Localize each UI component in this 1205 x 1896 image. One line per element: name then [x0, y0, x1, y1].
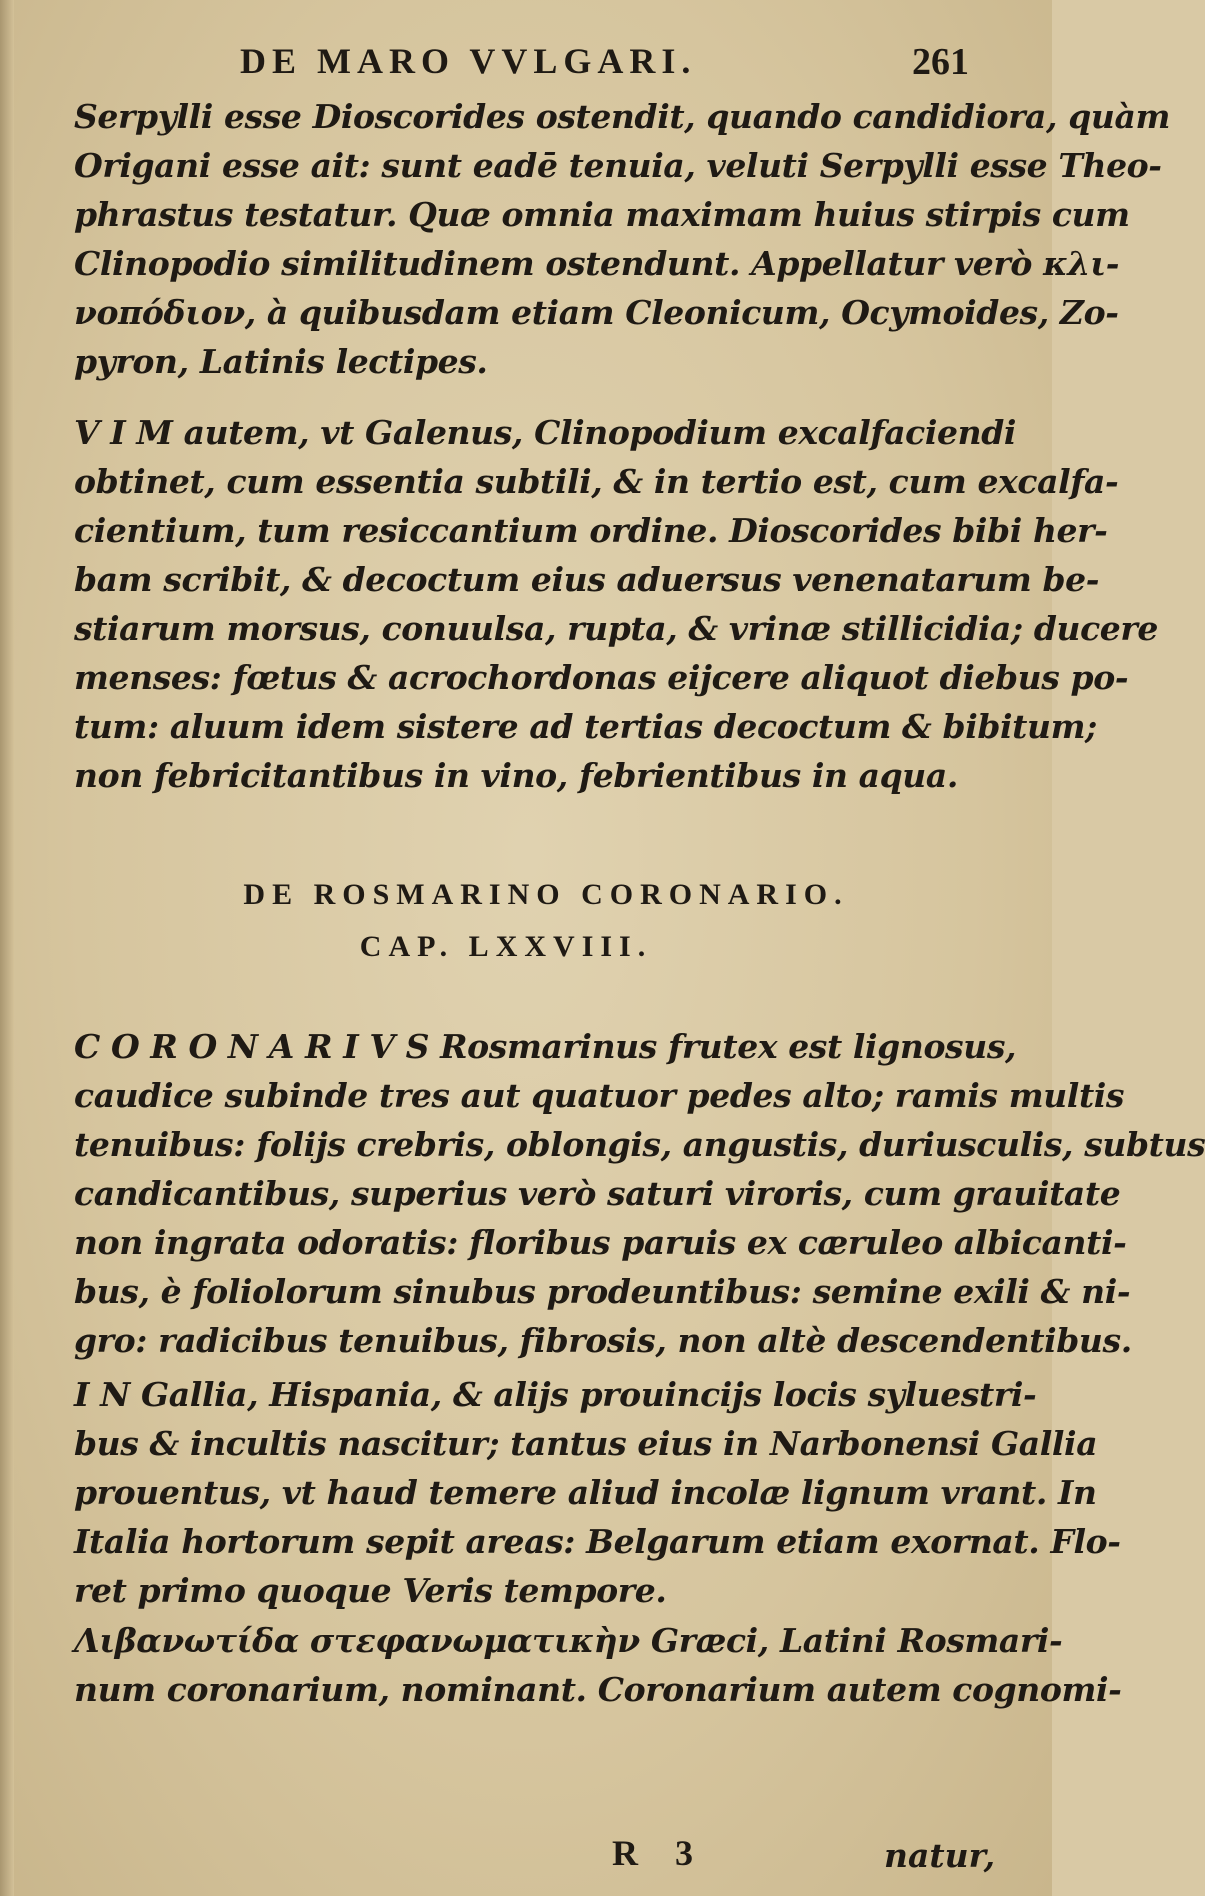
- text-line: num coronarium, nominant. Coronarium autem cognomi-: [74, 1670, 1122, 1709]
- text-line: menses: fœtus & acrochordonas eijcere aliquot diebus po-: [74, 658, 1129, 697]
- text-line: tum: aluum idem sistere ad tertias decoctum & bibitum;: [74, 707, 1097, 746]
- text-line: tenuibus: folijs crebris, oblongis, angustis, duriusculis, subtus: [74, 1125, 1205, 1164]
- text-line: pyron, Latinis lectipes.: [74, 342, 488, 381]
- chapter-number: CAP. LXXVIII.: [359, 930, 653, 963]
- text-line: obtinet, cum essentia subtili, & in tertio est, cum excalfa-: [74, 462, 1119, 501]
- text-line: Serpylli esse Dioscorides ostendit, quando candidiora, quàm: [74, 97, 1170, 136]
- text-line: bus, è foliolorum sinubus prodeuntibus: semine exili & ni-: [74, 1272, 1131, 1311]
- catchword: natur,: [884, 1836, 996, 1875]
- paragraph-coronarius: [74, 1022, 1205, 1365]
- page-number: 261: [912, 41, 969, 83]
- text-line: C O R O N A R I V S Rosmarinus frutex est lignosus,: [74, 1027, 1017, 1066]
- signature-mark: R 3: [612, 1833, 707, 1873]
- text-line: Clinopodio similitudinem ostendunt. Appellatur verò κλι-: [74, 244, 1120, 283]
- running-head: [0, 40, 1052, 84]
- text-line: Origani esse ait: sunt eadē tenuia, veluti Serpylli esse Theo-: [74, 146, 1162, 185]
- running-title: DE MARO VVLGARI.: [240, 41, 697, 81]
- chapter-title: DE ROSMARINO CORONARIO.: [243, 878, 849, 911]
- text-line: I N Gallia, Hispania, & alijs prouincijs locis syluestri-: [74, 1375, 1037, 1414]
- text-line: gro: radicibus tenuibus, fibrosis, non altè descendentibus.: [74, 1321, 1132, 1360]
- paragraph-vim: [74, 408, 1158, 800]
- text-line: candicantibus, superius verò saturi viroris, cum grauitate: [74, 1174, 1121, 1213]
- text-line: ret primo quoque Veris tempore.: [74, 1571, 667, 1610]
- text-line: bam scribit, & decoctum eius aduersus venenatarum be-: [74, 560, 1100, 599]
- text-line: non ingrata odoratis: floribus paruis ex cæruleo albicanti-: [74, 1223, 1127, 1262]
- paragraph-continuation: [74, 92, 1170, 386]
- text-line: νοπόδιον, à quibusdam etiam Cleonicum, Ocymoides, Zo-: [74, 293, 1119, 332]
- text-line: prouentus, vt haud temere aliud incolæ lignum vrant. In: [74, 1473, 1097, 1512]
- text-line: bus & incultis nascitur; tantus eius in Narbonensi Gallia: [74, 1424, 1098, 1463]
- text-line: non febricitantibus in vino, febrientibus in aqua.: [74, 756, 958, 795]
- text-line: Λιβανωτίδα στεφανωματικὴν Græci, Latini Rosmari-: [74, 1621, 1063, 1660]
- text-line: V I M autem, vt Galenus, Clinopodium excalfaciendi: [74, 413, 1017, 452]
- paragraph-names: [74, 1616, 1122, 1714]
- page-footer: [0, 1832, 1052, 1882]
- text-line: caudice subinde tres aut quatuor pedes alto; ramis multis: [74, 1076, 1125, 1115]
- text-line: cientium, tum resiccantium ordine. Dioscorides bibi her-: [74, 511, 1108, 550]
- paragraph-gallia: [74, 1370, 1121, 1615]
- text-line: Italia hortorum sepit areas: Belgarum etiam exornat. Flo-: [74, 1522, 1121, 1561]
- text-line: stiarum morsus, conuulsa, rupta, & vrinæ stillicidia; ducere: [74, 609, 1158, 648]
- text-line: phrastus testatur. Quæ omnia maximam huius stirpis cum: [74, 195, 1130, 234]
